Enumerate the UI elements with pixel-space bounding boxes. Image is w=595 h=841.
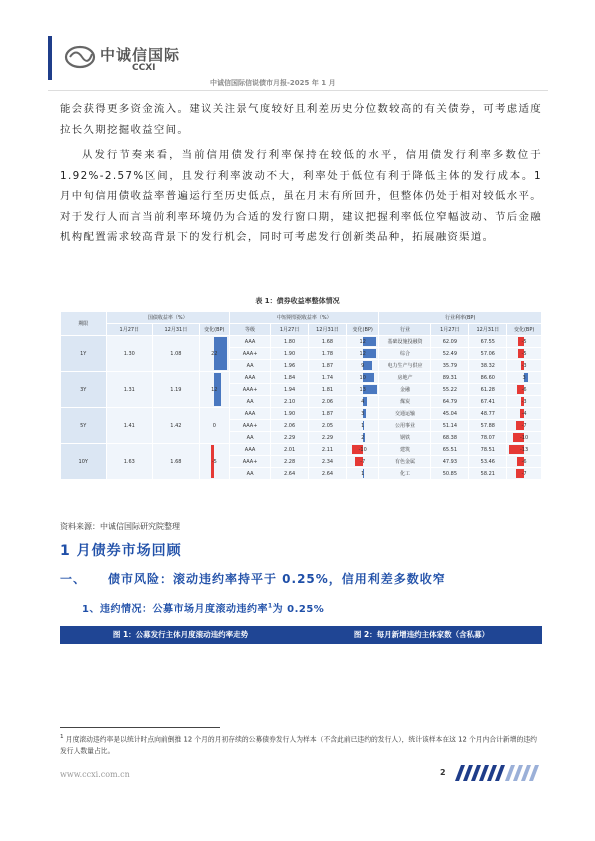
col-mtn-d2: 12月31日 <box>309 324 347 336</box>
mtn-d2-cell: 2.29 <box>309 432 347 444</box>
ind-d2-cell: 61.28 <box>469 384 507 396</box>
col-ind-chg: 变化(BP) <box>507 324 542 336</box>
ind-d2-cell: 57.06 <box>469 348 507 360</box>
mtn-chg-cell-value: 3 <box>361 410 365 417</box>
gov-chg-cell <box>199 372 229 408</box>
h3-tail: 为 0.25% <box>272 604 325 615</box>
ind-d1-cell: 51.14 <box>431 420 469 432</box>
subsection-heading <box>60 570 446 587</box>
ind-d1-cell: 68.38 <box>431 432 469 444</box>
ind-chg-cell-value: -13 <box>520 446 529 453</box>
gov-d1-cell: 1.31 <box>106 372 153 408</box>
ind-d1-cell: 47.93 <box>431 456 469 468</box>
mtn-d2-cell: 1.68 <box>309 336 347 348</box>
col-gov-d2: 12月31日 <box>153 324 200 336</box>
industry-cell: 建筑 <box>379 444 431 456</box>
ind-chg-cell <box>507 384 542 396</box>
logo-text: 中诚信国际 <box>100 46 181 64</box>
ind-d1-cell: 89.31 <box>431 372 469 384</box>
grade-cell: AA <box>229 360 270 372</box>
logo-accent-bar <box>48 36 52 80</box>
subsection-text: 债市风险：滚动违约率持平于 0.25%，信用利差多数收窄 <box>108 572 446 586</box>
gov-chg-cell <box>199 408 229 444</box>
ind-d1-cell: 52.49 <box>431 348 469 360</box>
ind-d1-cell: 65.51 <box>431 444 469 456</box>
ind-chg-cell <box>507 408 542 420</box>
header-divider <box>48 90 548 91</box>
gov-d1-cell: 1.30 <box>106 336 153 372</box>
tenor-cell: 3Y <box>61 372 107 408</box>
mtn-chg-cell-value: 13 <box>359 386 366 393</box>
table-row <box>61 444 542 456</box>
mtn-chg-cell-value: 1 <box>361 422 365 429</box>
table-title: 表 1：债券收益率整体情况 <box>255 297 340 305</box>
grade-cell: AAA <box>229 372 270 384</box>
col-gov-chg: 变化(BP) <box>199 324 229 336</box>
mtn-d1-cell: 2.01 <box>271 444 309 456</box>
mtn-d2-cell: 2.64 <box>309 468 347 480</box>
ind-chg-cell <box>507 348 542 360</box>
mtn-chg-cell <box>346 360 379 372</box>
table-row <box>61 408 542 420</box>
mtn-chg-cell <box>346 372 379 384</box>
grade-cell: AAA+ <box>229 348 270 360</box>
mtn-chg-cell-value: -7 <box>360 458 366 465</box>
tenor-cell: 1Y <box>61 336 107 372</box>
industry-cell: 钢铁 <box>379 432 431 444</box>
mtn-chg-cell <box>346 420 379 432</box>
ind-d2-cell: 67.55 <box>469 336 507 348</box>
figure-caption-bar <box>60 626 542 644</box>
ind-chg-cell-value: -3 <box>521 398 527 405</box>
mtn-chg-cell-value: 1 <box>361 470 365 477</box>
mtn-d1-cell: 1.80 <box>271 336 309 348</box>
ind-chg-cell <box>507 456 542 468</box>
mtn-d1-cell: 1.96 <box>271 360 309 372</box>
footnote-text: 月度滚动违约率是以统计时点向前倒推 12 个月的月初存续的公募债券发行人为样本（不含此前已违约的发行人），统计该样本在这 12 个月内合计新增的违约发行人数量占比。 <box>60 735 537 756</box>
ind-chg-cell-value: -7 <box>521 470 527 477</box>
footer-url[interactable]: www.ccxi.com.cn <box>60 770 130 779</box>
footnote-divider <box>60 727 220 728</box>
mtn-d1-cell: 2.64 <box>271 468 309 480</box>
mtn-chg-cell-value: 2 <box>361 434 365 441</box>
mtn-d1-cell: 1.84 <box>271 372 309 384</box>
mtn-d2-cell: 1.87 <box>309 360 347 372</box>
ind-chg-cell-value: -5 <box>521 338 527 345</box>
mtn-chg-cell <box>346 456 379 468</box>
ind-chg-cell <box>507 360 542 372</box>
mtn-chg-cell-bar <box>363 361 373 370</box>
mtn-chg-cell <box>346 444 379 456</box>
ind-d2-cell: 48.77 <box>469 408 507 420</box>
ind-d2-cell: 67.41 <box>469 396 507 408</box>
mtn-d2-cell: 2.34 <box>309 456 347 468</box>
mtn-d1-cell: 2.29 <box>271 432 309 444</box>
ind-chg-cell <box>507 336 542 348</box>
ind-chg-cell-value: -6 <box>521 386 527 393</box>
col-industry: 行业 <box>379 324 431 336</box>
grade-cell: AAA+ <box>229 420 270 432</box>
ind-d2-cell: 86.60 <box>469 372 507 384</box>
mtn-d1-cell: 1.90 <box>271 348 309 360</box>
ind-d2-cell: 78.51 <box>469 444 507 456</box>
industry-cell: 有色金属 <box>379 456 431 468</box>
mtn-chg-cell <box>346 348 379 360</box>
ind-d2-cell: 58.21 <box>469 468 507 480</box>
mtn-d2-cell: 2.05 <box>309 420 347 432</box>
gov-chg-cell-value: 22 <box>211 350 218 357</box>
table-row <box>61 336 542 348</box>
ind-chg-cell <box>507 396 542 408</box>
grade-cell: AAA <box>229 408 270 420</box>
section-heading: 1 月债券市场回顾 <box>60 543 182 559</box>
grade-cell: AA <box>229 396 270 408</box>
ind-chg-cell <box>507 420 542 432</box>
grade-cell: AA <box>229 432 270 444</box>
industry-cell: 基础设施投融资 <box>379 336 431 348</box>
mtn-chg-cell-value: 12 <box>359 350 366 357</box>
mtn-d1-cell: 2.06 <box>271 420 309 432</box>
ind-chg-cell <box>507 432 542 444</box>
grade-cell: AAA <box>229 444 270 456</box>
industry-cell: 金融 <box>379 384 431 396</box>
page-number: 2 <box>440 768 446 777</box>
industry-cell: 综合 <box>379 348 431 360</box>
mtn-d2-cell: 1.78 <box>309 348 347 360</box>
body-paragraph-1: 能会获得更多资金流入。建议关注景气度较好且利差历史分位数较高的有关债券，可考虑适度拉长久期挖掘收益空间。 <box>60 103 542 136</box>
gov-chg-cell-value: 0 <box>212 422 216 429</box>
ind-chg-cell <box>507 468 542 480</box>
ind-chg-cell <box>507 444 542 456</box>
industry-cell: 公用事业 <box>379 420 431 432</box>
col-tenor: 期限 <box>61 312 107 336</box>
mtn-chg-cell <box>346 468 379 480</box>
ind-chg-cell-value: -4 <box>521 410 527 417</box>
table-row <box>61 372 542 384</box>
col-grade: 等级 <box>229 324 270 336</box>
ind-d1-cell: 62.09 <box>431 336 469 348</box>
footnote-mark: 1 <box>60 734 64 740</box>
col-gov-group: 国债收益率（%） <box>106 312 229 324</box>
tenor-cell: 10Y <box>61 444 107 480</box>
mtn-d2-cell: 2.11 <box>309 444 347 456</box>
mtn-chg-cell-value: -10 <box>358 446 367 453</box>
mtn-d1-cell: 2.10 <box>271 396 309 408</box>
gov-d1-cell: 1.63 <box>106 444 153 480</box>
industry-cell: 化工 <box>379 468 431 480</box>
figure-1-caption: 图 1：公募发行主体月度滚动违约率走势 <box>112 630 249 639</box>
yield-table <box>60 311 542 480</box>
ind-chg-cell <box>507 372 542 384</box>
mtn-chg-cell <box>346 396 379 408</box>
mtn-chg-cell <box>346 384 379 396</box>
footer-stripes-icon <box>455 765 545 781</box>
ind-d1-cell: 50.85 <box>431 468 469 480</box>
ind-d2-cell: 53.46 <box>469 456 507 468</box>
mtn-chg-cell-value: 12 <box>359 338 366 345</box>
body-paragraph-2: 从发行节奏来看，当前信用债发行利率保持在较低的水平，信用债发行利率多数位于 1.92%-2.57%区间，且发行利率波动不大，利率处于低位有利于降低主体的发行成本。1 月中旬信用债收益率普遍运行至历史低点，虽在月末有所回升，但整体仍处于相对较低水平。对于发行人而言当前利率环境仍为合适的发行窗口期，建议把握利率低位窄幅波动、节后金融机构配置需求较高背景下的发行机会，同时可考虑发行创新类品种，拓展融资渠道。 <box>60 149 542 243</box>
ind-d2-cell: 38.32 <box>469 360 507 372</box>
report-title: 中诚信国际信说债市月报-2025 年 1 月 <box>210 79 336 87</box>
ind-chg-cell-value: -3 <box>521 362 527 369</box>
figure-2-caption: 图 2：每月新增违约主体家数（含私募） <box>353 630 490 639</box>
grade-cell: AAA <box>229 336 270 348</box>
gov-chg-cell-value: -5 <box>211 458 217 465</box>
ind-chg-cell-value: -5 <box>521 350 527 357</box>
mtn-chg-cell-value: 4 <box>361 398 365 405</box>
gov-d2-cell: 1.08 <box>153 336 200 372</box>
mtn-chg-cell <box>346 408 379 420</box>
col-ind-d2: 12月31日 <box>469 324 507 336</box>
ind-d1-cell: 45.04 <box>431 408 469 420</box>
mtn-d1-cell: 2.28 <box>271 456 309 468</box>
grade-cell: AAA+ <box>229 384 270 396</box>
ind-chg-cell-value: -7 <box>521 422 527 429</box>
mtn-chg-cell-value: 9 <box>361 362 365 369</box>
grade-cell: AA <box>229 468 270 480</box>
mtn-d2-cell: 1.74 <box>309 372 347 384</box>
industry-cell: 房地产 <box>379 372 431 384</box>
ind-d1-cell: 55.22 <box>431 384 469 396</box>
ind-chg-cell-value: -6 <box>521 458 527 465</box>
gov-d2-cell: 1.68 <box>153 444 200 480</box>
mtn-chg-cell-value: 10 <box>359 374 366 381</box>
col-gov-d1: 1月27日 <box>106 324 153 336</box>
col-mtn-chg: 变化(BP) <box>346 324 379 336</box>
logo-subtext: CCXI <box>132 63 156 73</box>
tenor-cell: 5Y <box>61 408 107 444</box>
industry-cell: 电力生产与供应 <box>379 360 431 372</box>
col-ind-d1: 1月27日 <box>431 324 469 336</box>
grade-cell: AAA+ <box>229 456 270 468</box>
sub-subsection-heading <box>82 600 324 615</box>
gov-chg-cell-value: 12 <box>211 386 218 393</box>
gov-chg-cell <box>199 336 229 372</box>
gov-chg-cell <box>199 444 229 480</box>
mtn-chg-cell <box>346 432 379 444</box>
h3-text: 1、违约情况：公募市场月度滚动违约率 <box>82 604 268 615</box>
ind-d2-cell: 57.88 <box>469 420 507 432</box>
industry-cell: 煤炭 <box>379 396 431 408</box>
ind-d2-cell: 78.07 <box>469 432 507 444</box>
mtn-d2-cell: 2.06 <box>309 396 347 408</box>
table-source: 资料来源：中诚信国际研究院整理 <box>60 522 180 531</box>
ind-d1-cell: 64.79 <box>431 396 469 408</box>
footnote-ref[interactable]: 1 <box>267 602 273 610</box>
ind-chg-cell-value: 3 <box>522 374 526 381</box>
logo-icon <box>64 44 96 70</box>
ind-chg-cell-value: -10 <box>520 434 529 441</box>
mtn-d1-cell: 1.90 <box>271 408 309 420</box>
mtn-d1-cell: 1.94 <box>271 384 309 396</box>
gov-d2-cell: 1.42 <box>153 408 200 444</box>
col-ind-group: 行业利率(BP) <box>379 312 542 324</box>
mtn-d2-cell: 1.87 <box>309 408 347 420</box>
ind-d1-cell: 35.79 <box>431 360 469 372</box>
mtn-d2-cell: 1.81 <box>309 384 347 396</box>
gov-d1-cell: 1.41 <box>106 408 153 444</box>
col-mtn-group: 中短期票据收益率（%） <box>229 312 378 324</box>
gov-d2-cell: 1.19 <box>153 372 200 408</box>
col-mtn-d1: 1月27日 <box>271 324 309 336</box>
subsection-number: 一、 <box>60 572 87 586</box>
footnote <box>60 731 542 757</box>
industry-cell: 交通运输 <box>379 408 431 420</box>
mtn-chg-cell <box>346 336 379 348</box>
